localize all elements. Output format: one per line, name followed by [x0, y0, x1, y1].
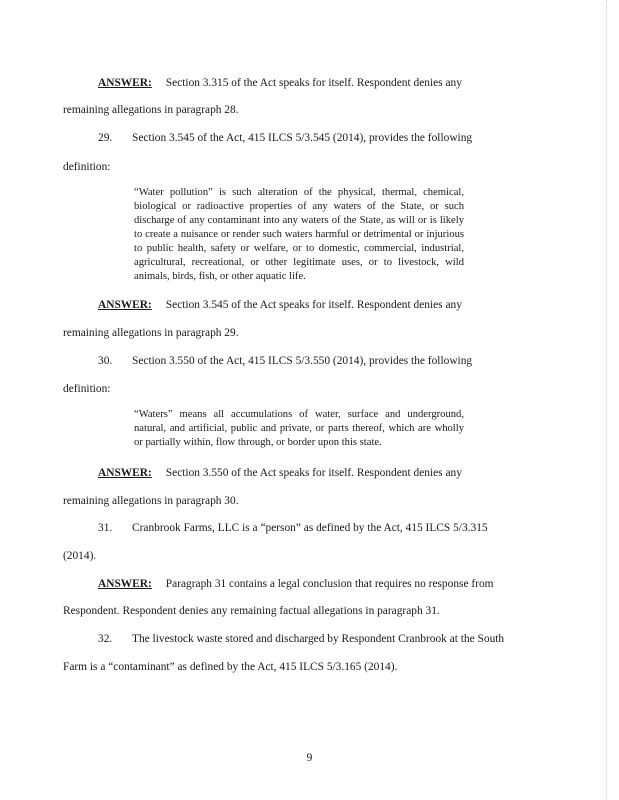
paragraph-number: 31.	[98, 522, 113, 534]
answer-text: Section 3.550 of the Act speaks for itself. Respondent denies any	[165, 467, 462, 479]
paragraph-31-cont: (2014).	[63, 550, 97, 562]
page-number: 9	[306, 752, 313, 764]
paragraph-number: 32.	[98, 633, 113, 645]
paragraph-29	[98, 131, 472, 145]
paragraph-29-cont: definition:	[63, 161, 111, 173]
paragraph-30	[98, 354, 472, 368]
answer-30-cont: remaining allegations in paragraph 30.	[63, 495, 239, 507]
paragraph-text: Section 3.545 of the Act, 415 ILCS 5/3.545 (2014), provides the following	[132, 132, 473, 144]
answer-31-cont: Respondent. Respondent denies any remaining factual allegations in paragraph 31.	[63, 605, 440, 617]
answer-text: Paragraph 31 contains a legal conclusion that requires no response from	[165, 578, 494, 590]
answer-31	[98, 577, 494, 591]
block-quote-water-pollution: “Water pollution” is such alteration of the physical, thermal, chemical, biological or radioactive properties of any waters of the State, or such discharge of any contaminant into any waters of the State, as will or is likely to create a nuisance or render such waters harmful or detrimental or injurious to public health, safety or welfare, or to domestic, commercial, industrial, agricultural, recreational, or other legitimate uses, or to livestock, wild animals, birds, fish, or other aquatic life.	[134, 187, 464, 282]
scan-margin-marks	[606, 0, 613, 800]
answer-29	[98, 298, 462, 312]
paragraph-text: The livestock waste stored and discharged by Respondent Cranbrook at the South	[132, 633, 505, 645]
answer-label: ANSWER:	[98, 77, 152, 89]
paragraph-number: 30.	[98, 355, 113, 367]
answer-text: Section 3.315 of the Act speaks for itself. Respondent denies any	[165, 77, 462, 89]
answer-label: ANSWER:	[98, 299, 152, 311]
paragraph-32	[98, 632, 504, 646]
paragraph-number: 29.	[98, 132, 113, 144]
paragraph-text: Cranbrook Farms, LLC is a “person” as defined by the Act, 415 ILCS 5/3.315	[132, 522, 488, 534]
answer-28	[98, 76, 462, 90]
block-quote-waters: “Waters” means all accumulations of water, surface and underground, natural, and artificial, public and private, or parts thereof, which are wholly or partially within, flow through, or border upon this state.	[134, 409, 464, 448]
answer-30	[98, 466, 462, 480]
paragraph-31	[98, 521, 488, 535]
answer-label: ANSWER:	[98, 578, 152, 590]
paragraph-30-cont: definition:	[63, 383, 111, 395]
paragraph-32-cont: Farm is a “contaminant” as defined by the Act, 415 ILCS 5/3.165 (2014).	[63, 661, 398, 673]
answer-29-cont: remaining allegations in paragraph 29.	[63, 327, 239, 339]
answer-label: ANSWER:	[98, 467, 152, 479]
answer-28-cont: remaining allegations in paragraph 28.	[63, 104, 239, 116]
paragraph-text: Section 3.550 of the Act, 415 ILCS 5/3.550 (2014), provides the following	[132, 355, 473, 367]
answer-text: Section 3.545 of the Act speaks for itself. Respondent denies any	[165, 299, 462, 311]
